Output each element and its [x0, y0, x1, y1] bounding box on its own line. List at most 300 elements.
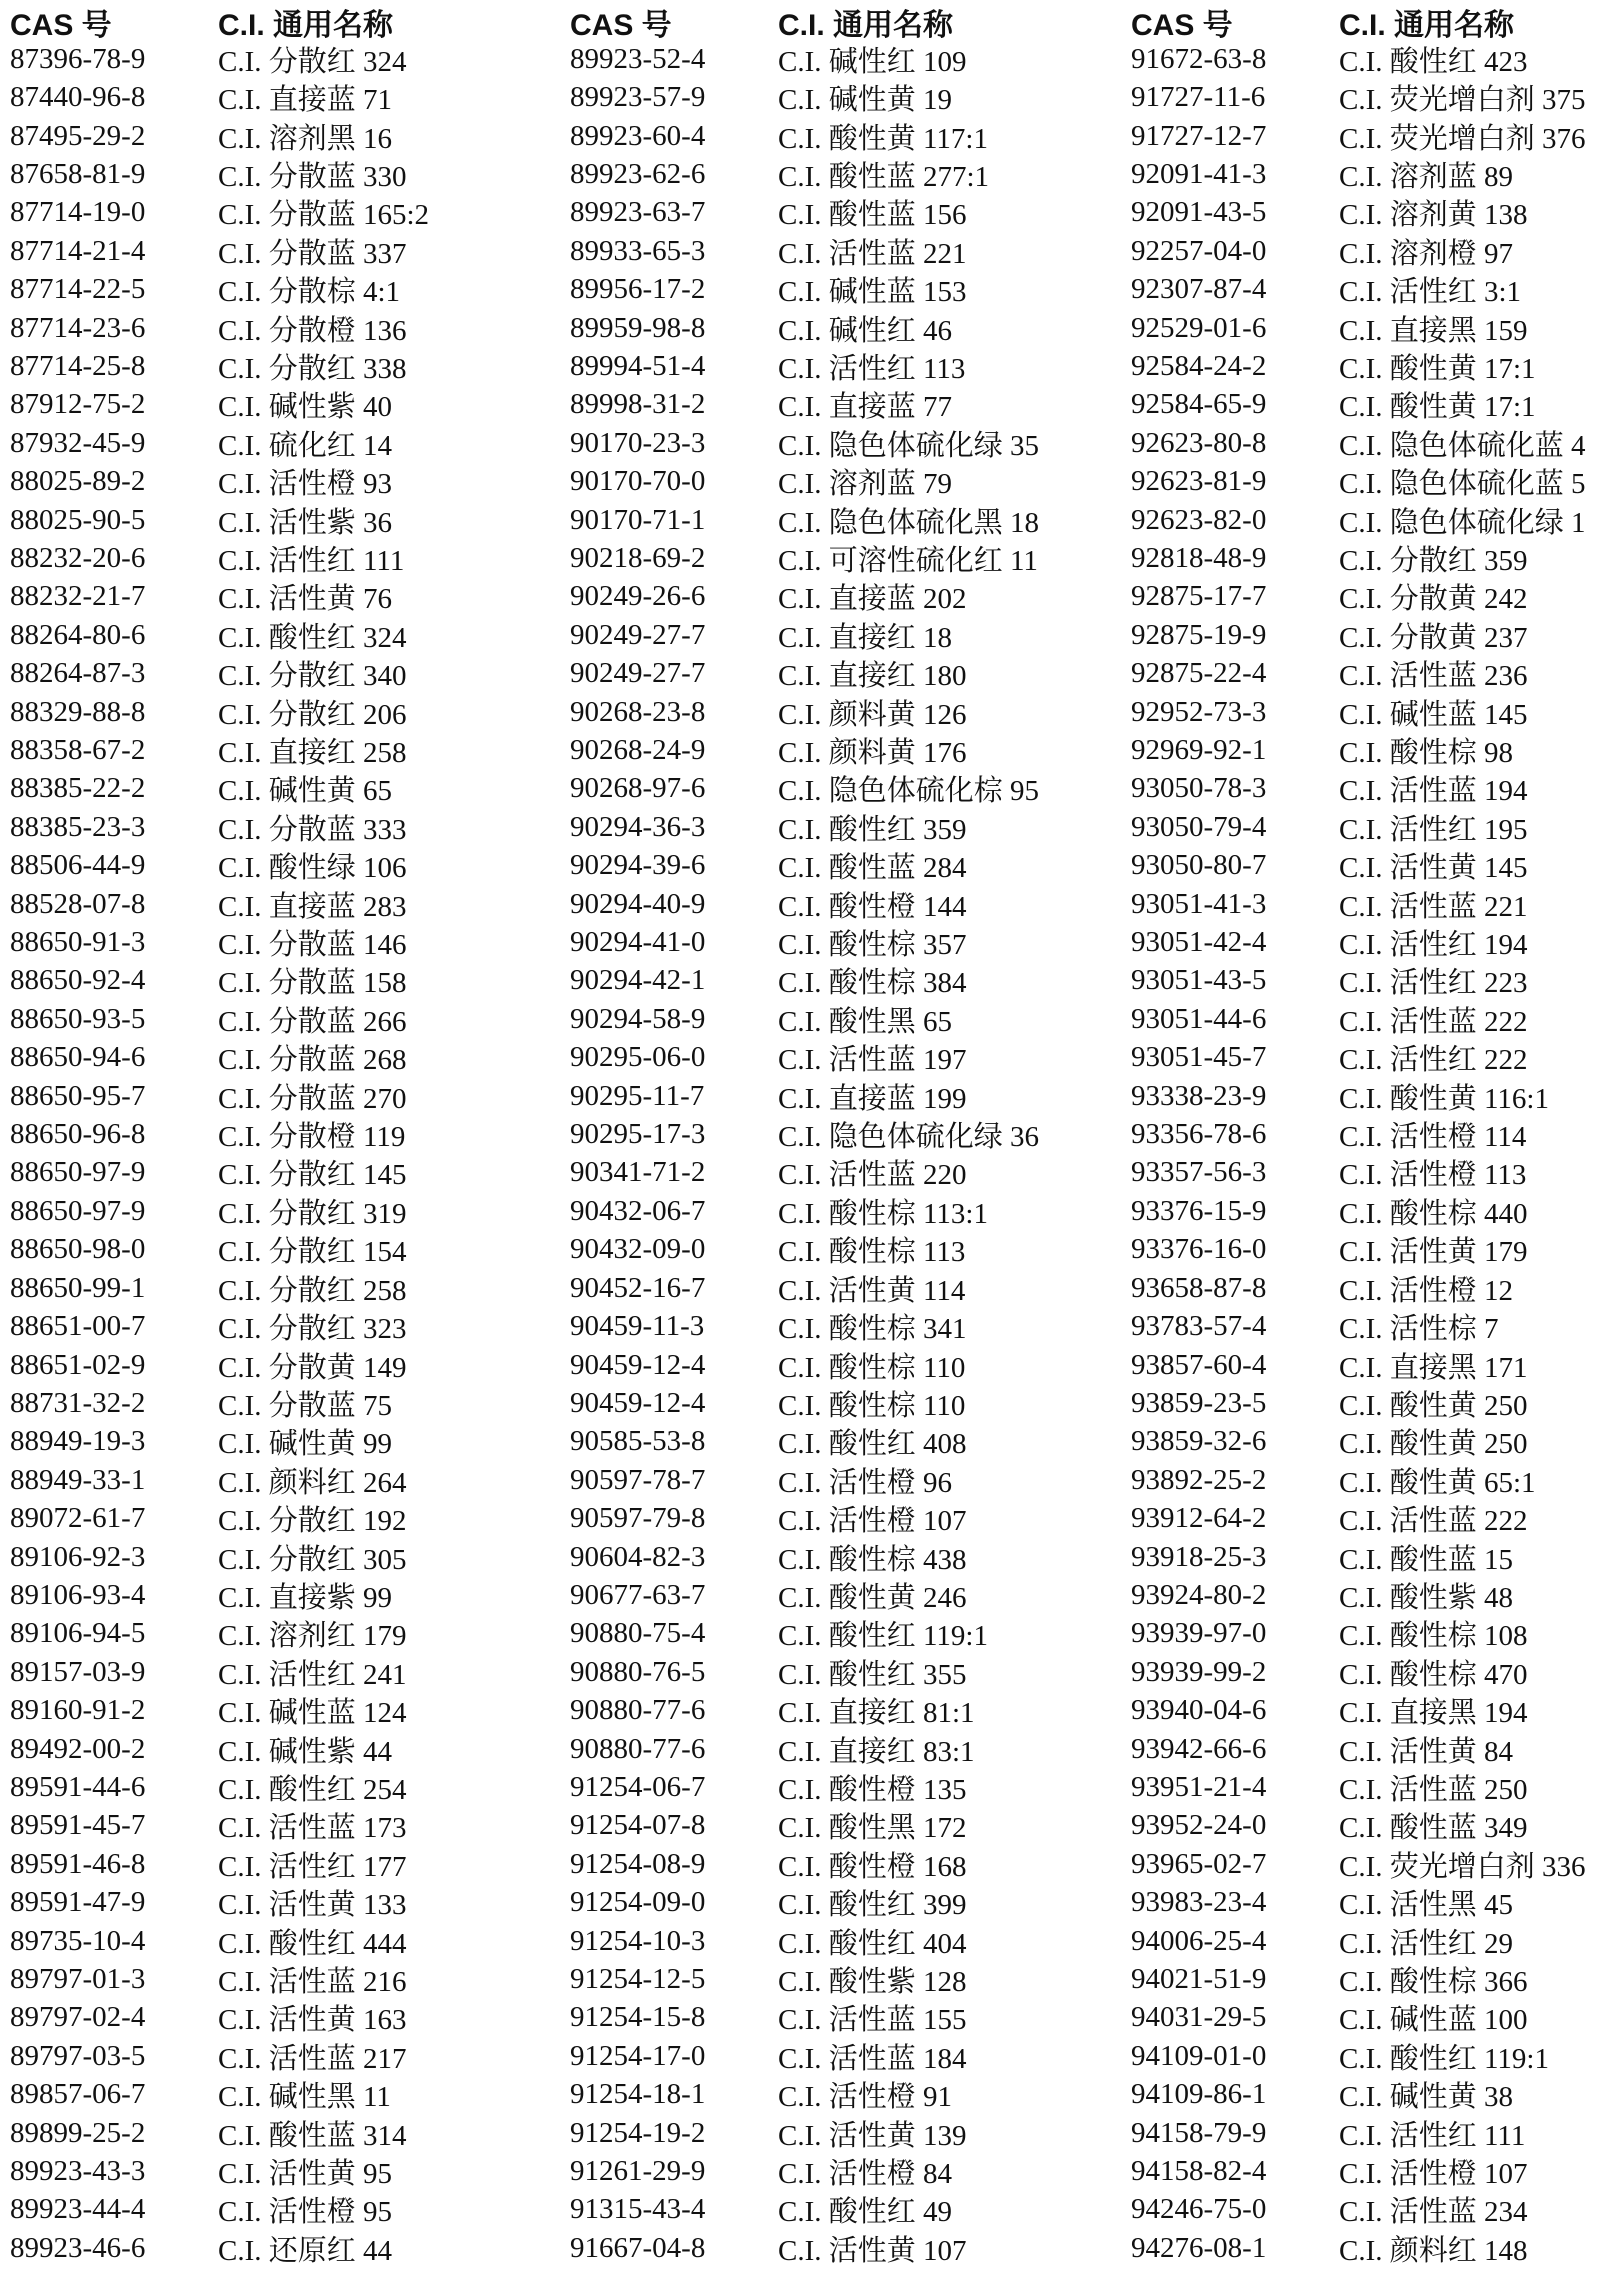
- ci-generic-name: C.I. 活性红 223: [1339, 967, 1528, 1000]
- name-header: C.I. 通用名称: [218, 9, 394, 42]
- cas-header: CAS 号: [570, 9, 672, 42]
- table-row: [10, 2229, 429, 2267]
- cas-number: 93859-32-6: [1131, 1425, 1267, 1458]
- table-row: [570, 1461, 1039, 1499]
- ci-generic-name: C.I. 活性橙 95: [218, 2196, 393, 2229]
- ci-generic-name: C.I. 活性蓝 216: [218, 1966, 407, 1999]
- ci-generic-name: C.I. 隐色体硫化绿 36: [778, 1121, 1040, 1154]
- cas-number: 89923-62-6: [570, 157, 706, 190]
- cas-number: 93356-78-6: [1131, 1118, 1267, 1151]
- cas-number: 89591-45-7: [10, 1809, 146, 1842]
- table-row: [1131, 1231, 1586, 1269]
- table-column-1: [10, 0, 429, 2268]
- table-row: [1131, 309, 1586, 347]
- cas-number: 88650-94-6: [10, 1041, 146, 1074]
- cas-number: 88651-00-7: [10, 1310, 146, 1343]
- table-row: [1131, 1922, 1586, 1960]
- table-row: [10, 1154, 429, 1192]
- cas-number: 89106-93-4: [10, 1578, 146, 1611]
- table-row: [10, 616, 429, 654]
- ci-generic-name: C.I. 活性红 113: [778, 352, 966, 385]
- table-row: [10, 155, 429, 193]
- ci-generic-name: C.I. 活性橙 12: [1339, 1274, 1514, 1307]
- cas-number: 89735-10-4: [10, 1924, 146, 1957]
- cas-number: 93940-04-6: [1131, 1694, 1267, 1727]
- ci-generic-name: C.I. 活性红 3:1: [1339, 276, 1522, 309]
- table-row: [570, 1884, 1039, 1922]
- ci-generic-name: C.I. 酸性棕 357: [778, 929, 967, 962]
- ci-generic-name: C.I. 分散蓝 75: [218, 1389, 393, 1422]
- table-row: [570, 1653, 1039, 1691]
- ci-generic-name: C.I. 酸性蓝 156: [778, 199, 967, 232]
- cas-number: 88264-87-3: [10, 657, 146, 690]
- ci-generic-name: C.I. 隐色体硫化棕 95: [778, 775, 1040, 808]
- ci-generic-name: C.I. 直接黑 171: [1339, 1351, 1528, 1384]
- cas-number: 94021-51-9: [1131, 1963, 1267, 1996]
- cas-number: 93338-23-9: [1131, 1079, 1267, 1112]
- ci-generic-name: C.I. 分散蓝 158: [218, 967, 407, 1000]
- ci-generic-name: C.I. 分散红 258: [218, 1274, 407, 1307]
- table-row: [10, 1384, 429, 1422]
- cas-number: 90880-75-4: [570, 1617, 706, 1650]
- ci-generic-name: C.I. 分散蓝 165:2: [218, 199, 430, 232]
- cas-number: 93051-42-4: [1131, 926, 1267, 959]
- ci-generic-name: C.I. 碱性红 109: [778, 45, 967, 78]
- table-row: [10, 1000, 429, 1038]
- ci-generic-name: C.I. 隐色体硫化绿 1: [1339, 506, 1586, 539]
- ci-generic-name: C.I. 直接黑 159: [1339, 314, 1528, 347]
- table-row: [1131, 1999, 1586, 2037]
- cas-number: 88650-91-3: [10, 926, 146, 959]
- table-row: [1131, 1615, 1586, 1653]
- table-row: [1131, 155, 1586, 193]
- ci-generic-name: C.I. 酸性红 49: [778, 2196, 953, 2229]
- table-row: [570, 270, 1039, 308]
- cas-number: 90459-12-4: [570, 1386, 706, 1419]
- table-row: [10, 1845, 429, 1883]
- ci-generic-name: C.I. 活性红 111: [1339, 2119, 1526, 2152]
- ci-generic-name: C.I. 活性蓝 194: [1339, 775, 1528, 808]
- cas-number: 88650-97-9: [10, 1194, 146, 1227]
- cas-number: 90268-24-9: [570, 734, 706, 767]
- table-row: [10, 1884, 429, 1922]
- table-row: [570, 1000, 1039, 1038]
- table-row: [570, 1730, 1039, 1768]
- ci-generic-name: C.I. 酸性黄 17:1: [1339, 352, 1536, 385]
- ci-generic-name: C.I. 活性黄 133: [218, 1889, 407, 1922]
- table-row: [10, 270, 429, 308]
- ci-generic-name: C.I. 活性红 241: [218, 1658, 407, 1691]
- cas-number: 90295-06-0: [570, 1041, 706, 1074]
- ci-generic-name: C.I. 活性黄 107: [778, 2234, 967, 2267]
- ci-generic-name: C.I. 酸性橙 144: [778, 890, 967, 923]
- table-row: [570, 808, 1039, 846]
- cas-number: 91727-11-6: [1131, 81, 1266, 114]
- ci-generic-name: C.I. 隐色体硫化蓝 4: [1339, 429, 1586, 462]
- ci-generic-name: C.I. 分散红 206: [218, 698, 407, 731]
- ci-generic-name: C.I. 隐色体硫化黑 18: [778, 506, 1040, 539]
- cas-number: 92623-81-9: [1131, 465, 1267, 498]
- ci-generic-name: C.I. 分散蓝 146: [218, 929, 407, 962]
- cas-number: 92875-22-4: [1131, 657, 1267, 690]
- cas-number: 92875-19-9: [1131, 618, 1267, 651]
- cas-number: 88232-20-6: [10, 541, 146, 574]
- table-row: [570, 539, 1039, 577]
- cas-number: 89857-06-7: [10, 2078, 146, 2111]
- cas-number: 90459-12-4: [570, 1348, 706, 1381]
- ci-generic-name: C.I. 活性蓝 236: [1339, 660, 1528, 693]
- cas-number: 90597-78-7: [570, 1463, 706, 1496]
- table-row: [10, 1807, 429, 1845]
- cas-number: 91254-19-2: [570, 2116, 706, 2149]
- table-row: [570, 1154, 1039, 1192]
- ci-generic-name: C.I. 活性黄 163: [218, 2004, 407, 2037]
- table-row: [1131, 2076, 1586, 2114]
- ci-generic-name: C.I. 活性黄 76: [218, 583, 393, 616]
- cas-number: 89072-61-7: [10, 1502, 146, 1535]
- ci-generic-name: C.I. 分散红 145: [218, 1159, 407, 1192]
- ci-generic-name: C.I. 活性黄 179: [1339, 1236, 1528, 1269]
- table-row: [570, 1384, 1039, 1422]
- cas-number: 94109-01-0: [1131, 2039, 1267, 2072]
- ci-generic-name: C.I. 活性红 195: [1339, 813, 1528, 846]
- table-row: [570, 501, 1039, 539]
- cas-number: 92584-65-9: [1131, 388, 1267, 421]
- ci-generic-name: C.I. 活性紫 36: [218, 506, 393, 539]
- table-row: [570, 1576, 1039, 1614]
- table-row: [1131, 270, 1586, 308]
- ci-generic-name: C.I. 分散红 324: [218, 45, 407, 78]
- table-row: [10, 731, 429, 769]
- table-row: [1131, 2191, 1586, 2229]
- cas-number: 88650-93-5: [10, 1002, 146, 1035]
- table-row: [1131, 578, 1586, 616]
- table-row: [570, 962, 1039, 1000]
- ci-generic-name: C.I. 酸性蓝 349: [1339, 1812, 1528, 1845]
- cas-number: 88650-98-0: [10, 1233, 146, 1266]
- table-row: [570, 2037, 1039, 2075]
- cas-number: 88232-21-7: [10, 580, 146, 613]
- ci-generic-name: C.I. 酸性蓝 15: [1339, 1543, 1514, 1576]
- ci-generic-name: C.I. 荧光增白剂 375: [1339, 84, 1586, 117]
- ci-generic-name: C.I. 酸性黑 65: [778, 1005, 953, 1038]
- table-row: [570, 347, 1039, 385]
- ci-generic-name: C.I. 直接红 83:1: [778, 1735, 975, 1768]
- ci-generic-name: C.I. 分散红 323: [218, 1313, 407, 1346]
- cas-number: 93965-02-7: [1131, 1847, 1267, 1880]
- cas-number: 89797-03-5: [10, 2039, 146, 2072]
- table-row: [1131, 2152, 1586, 2190]
- cas-number: 90295-11-7: [570, 1079, 705, 1112]
- cas-number: 93939-97-0: [1131, 1617, 1267, 1650]
- table-row: [10, 194, 429, 232]
- cas-number: 89157-03-9: [10, 1655, 146, 1688]
- cas-number: 88329-88-8: [10, 695, 146, 728]
- table-row: [1131, 1576, 1586, 1614]
- table-row: [570, 1768, 1039, 1806]
- table-row: [10, 117, 429, 155]
- ci-generic-name: C.I. 颜料红 148: [1339, 2234, 1528, 2267]
- table-row: [570, 1115, 1039, 1153]
- table-row: [570, 1615, 1039, 1653]
- table-row: [10, 424, 429, 462]
- ci-generic-name: C.I. 活性橙 107: [1339, 2158, 1528, 2191]
- cas-number: 89923-60-4: [570, 119, 706, 152]
- table-row: [10, 462, 429, 500]
- cas-number: 90341-71-2: [570, 1156, 706, 1189]
- cas-number: 89797-01-3: [10, 1963, 146, 1996]
- cas-number: 90295-17-3: [570, 1118, 706, 1151]
- table-row: [570, 117, 1039, 155]
- ci-generic-name: C.I. 颜料红 264: [218, 1466, 407, 1499]
- table-row: [10, 1653, 429, 1691]
- cas-number: 90597-79-8: [570, 1502, 706, 1535]
- cas-number: 88358-67-2: [10, 734, 146, 767]
- ci-generic-name: C.I. 酸性橙 168: [778, 1850, 967, 1883]
- ci-generic-name: C.I. 分散蓝 337: [218, 237, 407, 270]
- cas-number: 91254-09-0: [570, 1886, 706, 1919]
- ci-generic-name: C.I. 分散红 192: [218, 1505, 407, 1538]
- table-row: [1131, 847, 1586, 885]
- ci-generic-name: C.I. 溶剂黑 16: [218, 122, 393, 155]
- cas-number: 87440-96-8: [10, 81, 146, 114]
- table-row: [570, 1307, 1039, 1345]
- cas-number: 93658-87-8: [1131, 1271, 1267, 1304]
- table-row: [1131, 731, 1586, 769]
- table-row: [570, 923, 1039, 961]
- ci-generic-name: C.I. 分散红 359: [1339, 544, 1528, 577]
- ci-generic-name: C.I. 碱性黑 11: [218, 2081, 391, 2114]
- ci-generic-name: C.I. 酸性黄 246: [778, 1581, 967, 1614]
- ci-generic-name: C.I. 分散蓝 268: [218, 1044, 407, 1077]
- table-row: [1131, 1307, 1586, 1345]
- cas-number: 91254-07-8: [570, 1809, 706, 1842]
- ci-generic-name: C.I. 硫化红 14: [218, 429, 393, 462]
- cas-number: 92623-82-0: [1131, 503, 1267, 536]
- ci-generic-name: C.I. 分散黄 237: [1339, 621, 1528, 654]
- ci-generic-name: C.I. 直接红 258: [218, 737, 407, 770]
- cas-number: 92875-17-7: [1131, 580, 1267, 613]
- ci-generic-name: C.I. 酸性棕 384: [778, 967, 967, 1000]
- cas-number: 93942-66-6: [1131, 1732, 1267, 1765]
- ci-generic-name: C.I. 酸性棕 110: [778, 1351, 966, 1384]
- cas-number: 88949-19-3: [10, 1425, 146, 1458]
- ci-generic-name: C.I. 活性黄 95: [218, 2158, 393, 2191]
- cas-number: 94031-29-5: [1131, 2001, 1267, 2034]
- cas-number: 90880-76-5: [570, 1655, 706, 1688]
- cas-number: 89106-94-5: [10, 1617, 146, 1650]
- cas-number: 90677-63-7: [570, 1578, 706, 1611]
- table-row: [1131, 194, 1586, 232]
- ci-generic-name: C.I. 活性蓝 222: [1339, 1005, 1528, 1038]
- ci-generic-name: C.I. 荧光增白剂 336: [1339, 1850, 1586, 1883]
- cas-number: 87495-29-2: [10, 119, 146, 152]
- ci-generic-name: C.I. 酸性紫 128: [778, 1966, 967, 1999]
- table-row: [1131, 386, 1586, 424]
- table-row: [1131, 501, 1586, 539]
- table-row: [10, 885, 429, 923]
- cas-number: 90268-97-6: [570, 772, 706, 805]
- cas-number: 90432-06-7: [570, 1194, 706, 1227]
- cas-number: 87932-45-9: [10, 426, 146, 459]
- cas-number: 91254-08-9: [570, 1847, 706, 1880]
- ci-generic-name: C.I. 活性红 29: [1339, 1927, 1514, 1960]
- ci-generic-name: C.I. 碱性紫 44: [218, 1735, 393, 1768]
- ci-generic-name: C.I. 活性蓝 220: [778, 1159, 967, 1192]
- table-row: [1131, 1423, 1586, 1461]
- ci-generic-name: C.I. 酸性棕 366: [1339, 1966, 1528, 1999]
- cas-number: 91254-06-7: [570, 1770, 706, 1803]
- ci-generic-name: C.I. 活性黄 114: [778, 1274, 966, 1307]
- table-row: [10, 1922, 429, 1960]
- table-row: [1131, 1807, 1586, 1845]
- ci-generic-name: C.I. 活性蓝 184: [778, 2042, 967, 2075]
- cas-number: 88650-99-1: [10, 1271, 146, 1304]
- ci-generic-name: C.I. 活性黄 145: [1339, 852, 1528, 885]
- column-header: [10, 0, 429, 40]
- cas-number: 92307-87-4: [1131, 273, 1267, 306]
- table-rows: [570, 40, 1039, 2268]
- table-row: [1131, 1461, 1586, 1499]
- cas-number: 94276-08-1: [1131, 2231, 1267, 2264]
- ci-generic-name: C.I. 溶剂橙 97: [1339, 237, 1514, 270]
- table-row: [1131, 1039, 1586, 1077]
- table-row: [570, 1039, 1039, 1077]
- table-column-3: [1131, 0, 1586, 2268]
- ci-generic-name: C.I. 活性蓝 221: [778, 237, 967, 270]
- ci-generic-name: C.I. 直接红 81:1: [778, 1697, 975, 1730]
- ci-generic-name: C.I. 活性黑 45: [1339, 1889, 1514, 1922]
- cas-number: 91254-15-8: [570, 2001, 706, 2034]
- ci-generic-name: C.I. 酸性黄 116:1: [1339, 1082, 1549, 1115]
- ci-generic-name: C.I. 酸性棕 108: [1339, 1620, 1528, 1653]
- table-row: [10, 1730, 429, 1768]
- cas-number: 91727-12-7: [1131, 119, 1267, 152]
- cas-header: CAS 号: [10, 9, 112, 42]
- cas-number: 88528-07-8: [10, 887, 146, 920]
- table-row: [570, 1960, 1039, 1998]
- ci-generic-name: C.I. 活性红 194: [1339, 929, 1528, 962]
- ci-generic-name: C.I. 直接紫 99: [218, 1581, 393, 1614]
- ci-generic-name: C.I. 分散黄 242: [1339, 583, 1528, 616]
- cas-number: 92257-04-0: [1131, 234, 1267, 267]
- table-row: [570, 1423, 1039, 1461]
- ci-generic-name: C.I. 酸性棕 98: [1339, 737, 1514, 770]
- cas-number: 89591-47-9: [10, 1886, 146, 1919]
- cas-number: 88650-95-7: [10, 1079, 146, 1112]
- table-row: [1131, 117, 1586, 155]
- table-row: [1131, 693, 1586, 731]
- ci-generic-name: C.I. 酸性黄 250: [1339, 1428, 1528, 1461]
- cas-number: 90880-77-6: [570, 1732, 706, 1765]
- cas-number: 87714-19-0: [10, 196, 146, 229]
- table-row: [10, 40, 429, 78]
- ci-generic-name: C.I. 酸性棕 438: [778, 1543, 967, 1576]
- cas-number: 89998-31-2: [570, 388, 706, 421]
- cas-number: 94158-82-4: [1131, 2155, 1267, 2188]
- table-row: [10, 1691, 429, 1729]
- ci-generic-name: C.I. 分散棕 4:1: [218, 276, 401, 309]
- ci-generic-name: C.I. 酸性黄 65:1: [1339, 1466, 1536, 1499]
- table-row: [10, 962, 429, 1000]
- table-row: [570, 1499, 1039, 1537]
- cas-number: 89591-46-8: [10, 1847, 146, 1880]
- table-row: [10, 808, 429, 846]
- table-row: [10, 1192, 429, 1230]
- table-row: [1131, 424, 1586, 462]
- cas-number: 92584-24-2: [1131, 349, 1267, 382]
- ci-generic-name: C.I. 酸性黄 117:1: [778, 122, 988, 155]
- ci-generic-name: C.I. 直接蓝 283: [218, 890, 407, 923]
- ci-generic-name: C.I. 酸性红 119:1: [1339, 2042, 1549, 2075]
- cas-number: 90452-16-7: [570, 1271, 706, 1304]
- table-row: [1131, 1845, 1586, 1883]
- ci-generic-name: C.I. 酸性红 444: [218, 1927, 407, 1960]
- cas-number: 90294-41-0: [570, 926, 706, 959]
- ci-generic-name: C.I. 酸性蓝 277:1: [778, 160, 990, 193]
- cas-number: 89959-98-8: [570, 311, 706, 344]
- table-row: [10, 78, 429, 116]
- table-row: [1131, 1730, 1586, 1768]
- cas-number: 93859-23-5: [1131, 1386, 1267, 1419]
- cas-number: 90585-53-8: [570, 1425, 706, 1458]
- table-row: [1131, 1269, 1586, 1307]
- ci-generic-name: C.I. 直接蓝 71: [218, 84, 393, 117]
- table-row: [1131, 232, 1586, 270]
- ci-generic-name: C.I. 分散红 305: [218, 1543, 407, 1576]
- cas-number: 94006-25-4: [1131, 1924, 1267, 1957]
- cas-number: 90170-71-1: [570, 503, 706, 536]
- cas-number: 89956-17-2: [570, 273, 706, 306]
- table-row: [1131, 1154, 1586, 1192]
- ci-generic-name: C.I. 碱性蓝 153: [778, 276, 967, 309]
- table-row: [570, 1845, 1039, 1883]
- cas-number: 92623-80-8: [1131, 426, 1267, 459]
- cas-number: 93376-15-9: [1131, 1194, 1267, 1227]
- ci-generic-name: C.I. 酸性蓝 314: [218, 2119, 407, 2152]
- ci-generic-name: C.I. 活性红 177: [218, 1850, 407, 1883]
- table-row: [570, 1077, 1039, 1115]
- table-row: [570, 309, 1039, 347]
- ci-generic-name: C.I. 酸性红 423: [1339, 45, 1528, 78]
- table-row: [1131, 539, 1586, 577]
- table-row: [10, 2076, 429, 2114]
- cas-number: 89923-46-6: [10, 2231, 146, 2264]
- cas-number: 93783-57-4: [1131, 1310, 1267, 1343]
- cas-number: 91261-29-9: [570, 2155, 706, 2188]
- table-row: [1131, 2114, 1586, 2152]
- table-row: [570, 770, 1039, 808]
- table-row: [10, 693, 429, 731]
- ci-generic-name: C.I. 活性橙 113: [1339, 1159, 1527, 1192]
- cas-number: 87714-21-4: [10, 234, 146, 267]
- table-row: [570, 1346, 1039, 1384]
- name-header: C.I. 通用名称: [1339, 9, 1515, 42]
- ci-generic-name: C.I. 直接蓝 202: [778, 583, 967, 616]
- cas-number: 88025-89-2: [10, 465, 146, 498]
- ci-generic-name: C.I. 直接黑 194: [1339, 1697, 1528, 1730]
- table-row: [570, 885, 1039, 923]
- table-row: [570, 194, 1039, 232]
- cas-number: 88650-97-9: [10, 1156, 146, 1189]
- ci-generic-name: C.I. 分散红 319: [218, 1197, 407, 1230]
- ci-generic-name: C.I. 溶剂蓝 89: [1339, 160, 1514, 193]
- cas-number: 90249-26-6: [570, 580, 706, 613]
- table-rows: [1131, 40, 1586, 2268]
- ci-generic-name: C.I. 酸性红 254: [218, 1773, 407, 1806]
- cas-number: 87714-23-6: [10, 311, 146, 344]
- column-header: [1131, 0, 1586, 40]
